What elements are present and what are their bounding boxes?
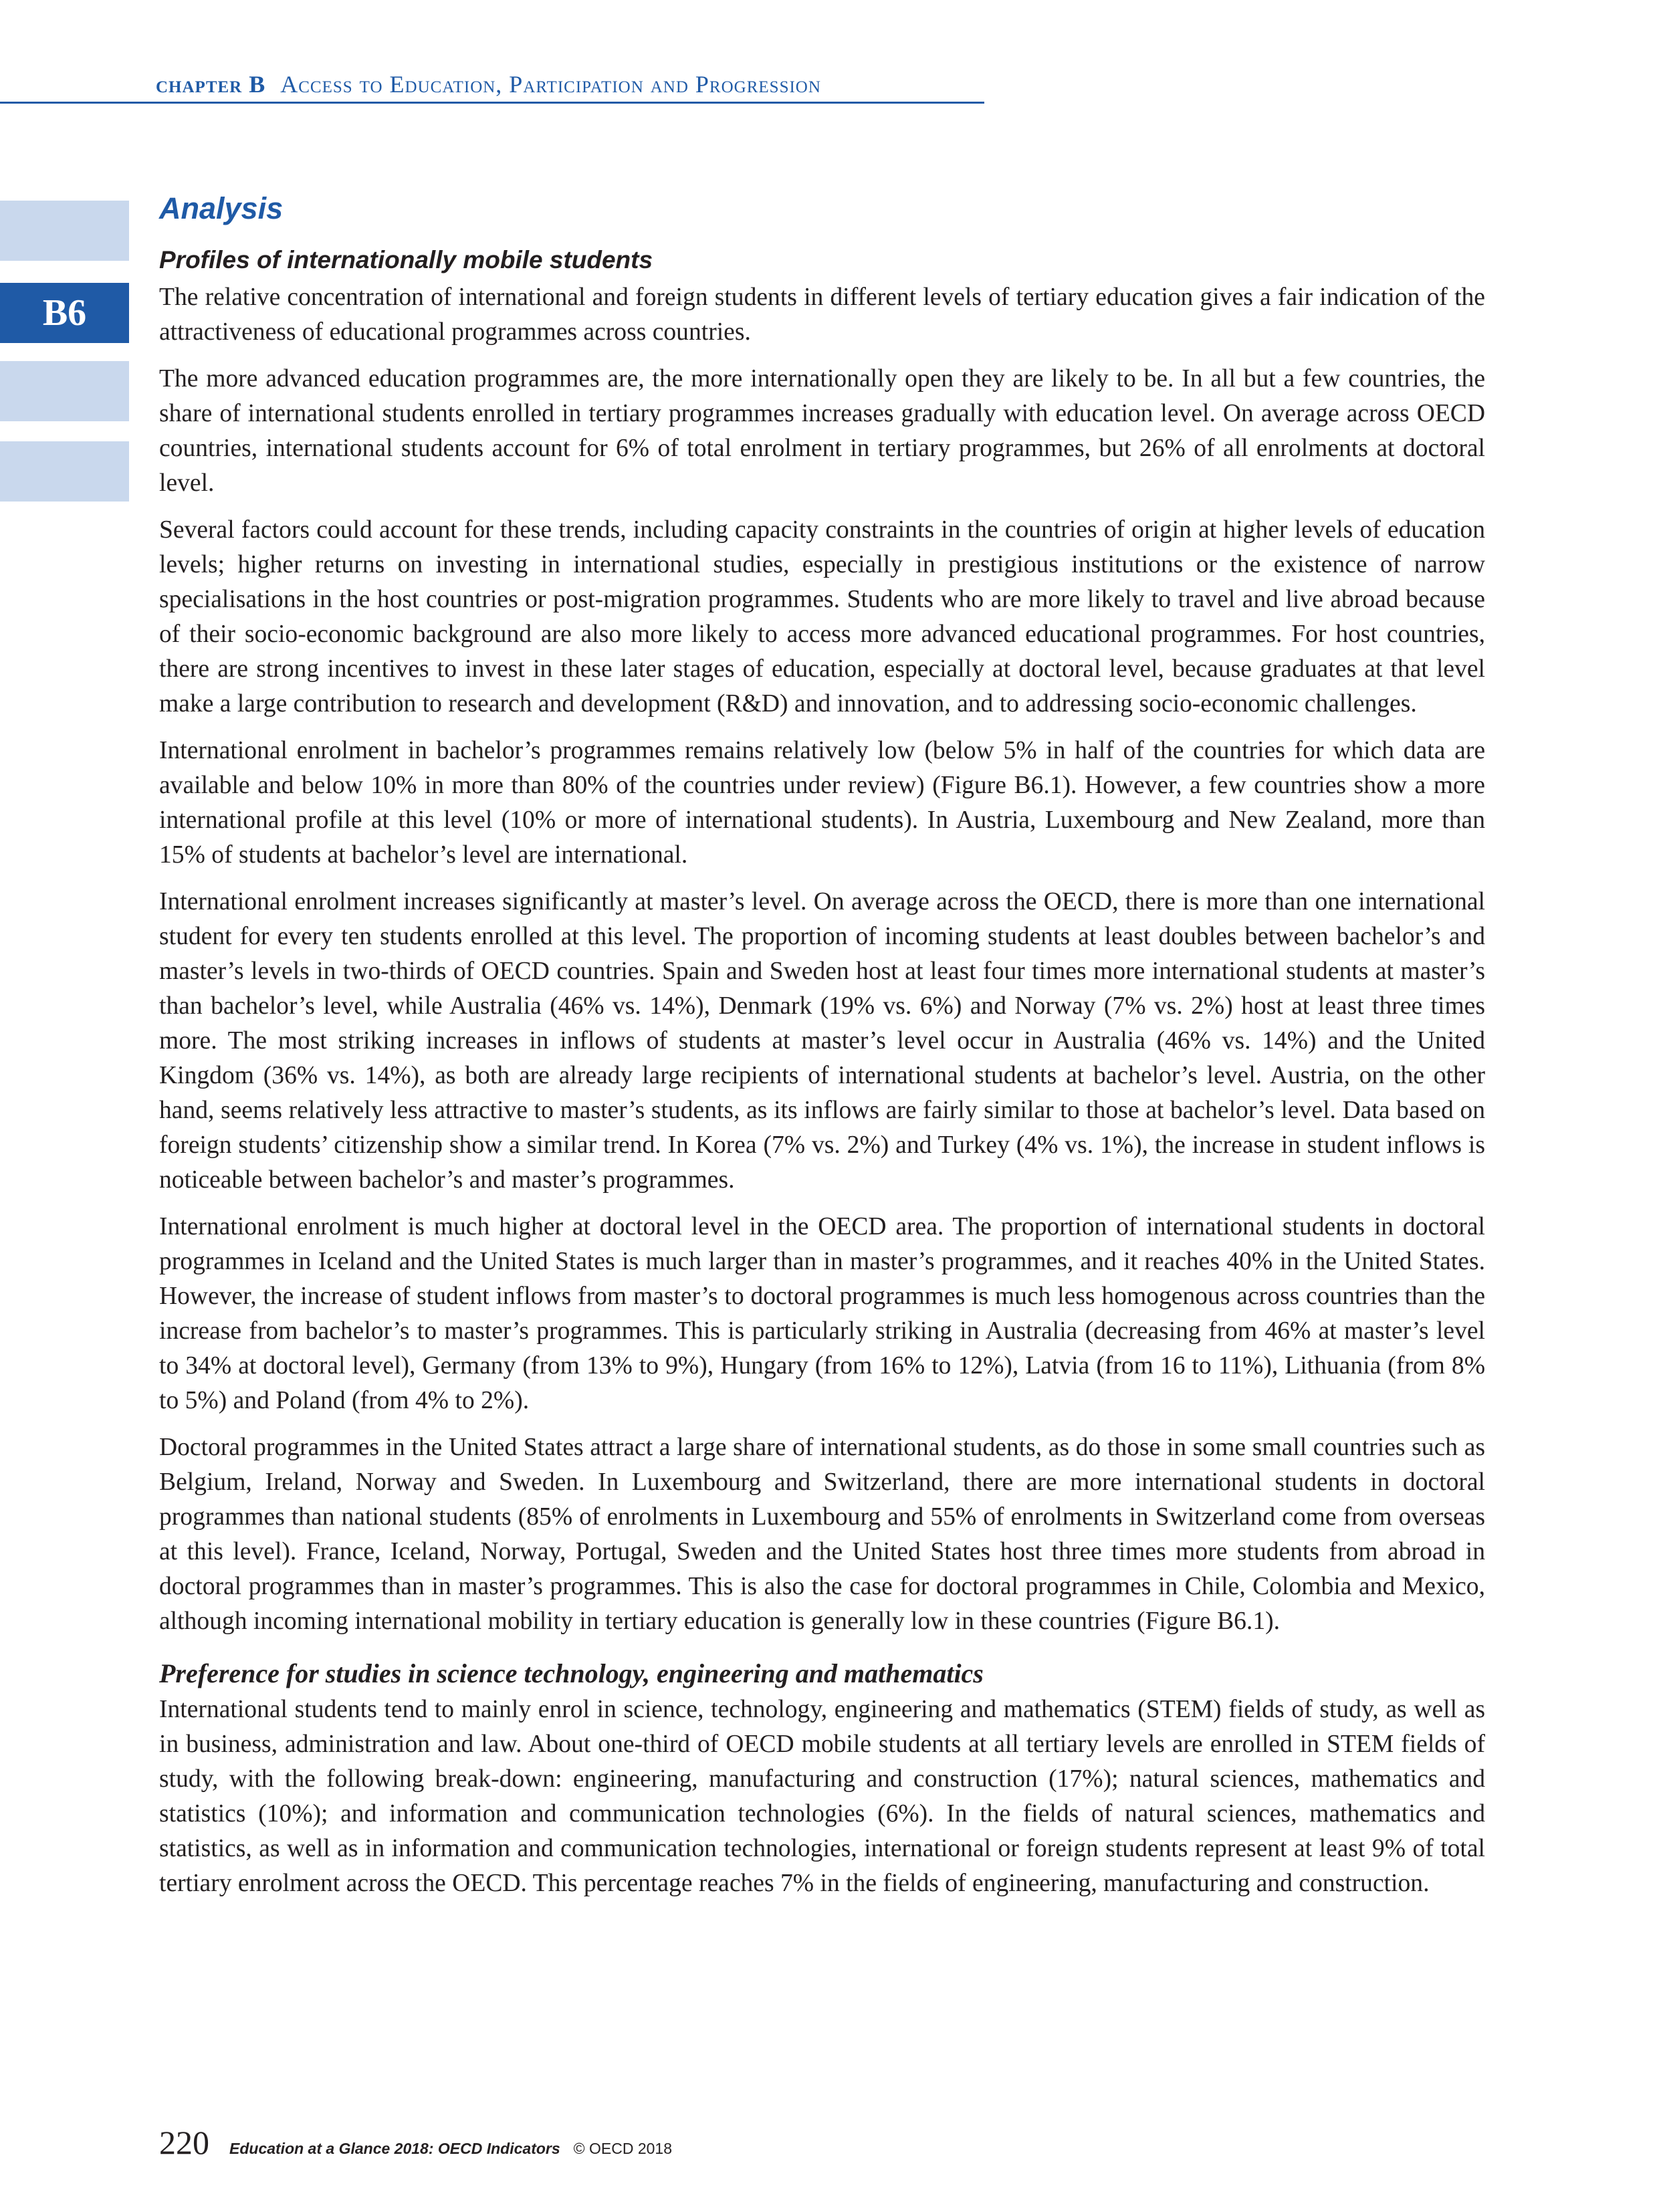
paragraph: International enrolment increases significantly at master’s level. On average across the OECD, there is more than one international student for every ten students enrolled at this level. The proportion of incoming students at least doubles between bachelor’s and master’s levels in two-thirds of OECD countries. Spain and Sweden host at least four times more international students at master’s than bachelor’s level, while Australia (46% vs. 14%), Denmark (19% vs. 6%) and Norway (7% vs. 2%) host at least three times more. The most striking increases in inflows of students at master’s level occur in Australia (46% vs. 14%) and the United Kingdom (36% vs. 14%), as both are already large recipients of international students at bachelor’s level. Austria, on the other hand, seems relatively less attractive to master’s students, as its inflows are fairly similar to those at bachelor’s level. Data based on foreign students’ citizenship show a similar trend. In Korea (7% vs. 2%) and Turkey (4% vs. 1%), the increase in student inflows is noticeable between bachelor’s and master’s programmes. (159, 888, 1485, 1194)
chapter-title: Access to Education, Participation and Progression (280, 71, 821, 98)
subheading-stem: Preference for studies in science technology, engineering and mathematics (159, 1658, 984, 1689)
publication-title: Education at a Glance 2018: OECD Indicators (229, 2140, 560, 2157)
side-tab-b6 (0, 283, 129, 343)
paragraph: International students tend to mainly enrol in science, technology, engineering and mathematics (STEM) fields of study, as well as in business, administration and law. About one-third of OECD mobile students at all tertiary levels are enrolled in STEM fields of study, with the following break-down: engineering, manufacturing and construction (17%); natural sciences, mathematics and statistics (10%); and information and communication technologies (6%). In the fields of natural sciences, mathematics and statistics, as well as in information and communication technologies, international or foreign students represent at least 9% of total tertiary enrolment across the OECD. This percentage reaches 7% in the fields of engineering, manufacturing and construction. (159, 1696, 1485, 1898)
paragraph: International enrolment is much higher at doctoral level in the OECD area. The proportion of international students in doctoral programmes in Iceland and the United States is much larger than in master’s programmes, and it reaches 40% in the United States. However, the increase of student inflows from master’s to doctoral programmes is much less homogenous across countries than the increase from bachelor’s to master’s programmes. This is particularly striking in Australia (decreasing from 46% at master’s level to 34% at doctoral level), Germany (from 13% to 9%), Hungary (from 16% to 12%), Latvia (from 16 to 11%), Lithuania (from 8% to 5%) and Poland (from 4% to 2%). (159, 1213, 1485, 1415)
paragraph: Doctoral programmes in the United States attract a large share of international students, as do those in some small countries such as Belgium, Ireland, Norway and Sweden. In Luxembourg and Switzerland, there are more international students in doctoral programmes than national students (85% of enrolments in Luxembourg and 55% of enrolments in Switzerland come from overseas at this level). France, Iceland, Norway, Portugal, Sweden and the United States host three times more students from abroad in doctoral programmes than in master’s programmes. This is also the case for doctoral programmes in Chile, Colombia and Mexico, although incoming international mobility in tertiary education is generally low in these countries (Figure B6.1). (159, 1434, 1485, 1636)
side-tab-decoration (0, 441, 129, 502)
copyright-notice: © OECD 2018 (573, 2140, 672, 2157)
running-head (156, 72, 821, 96)
paragraph: The relative concentration of international and foreign students in different levels of tertiary education gives a fair indication of the attractiveness of educational programmes across countries. (159, 284, 1485, 346)
side-tab-label: B6 (42, 292, 87, 334)
chapter-label: chapter B (156, 71, 266, 98)
header-rule (0, 102, 984, 104)
side-tab-decoration (0, 201, 129, 261)
subheading-profiles: Profiles of internationally mobile students (159, 246, 653, 273)
paragraph: Several factors could account for these trends, including capacity constraints in the countries of origin at higher levels of education levels; higher returns on investing in international studies, especially in prestigious institutions or the existence of narrow specialisations in the host countries or post-migration programmes. Students who are more likely to travel and live abroad because of their socio-economic background are also more likely to access more advanced educational programmes. For host countries, there are strong incentives to invest in these later stages of education, especially at doctoral level, because graduates at that level make a large contribution to research and development (R&D) and innovation, and to addressing socio-economic challenges. (159, 516, 1485, 718)
main-content (159, 191, 1485, 1913)
page-number: 220 (159, 2124, 209, 2161)
side-tab-decoration (0, 361, 129, 421)
page-footer (159, 2123, 672, 2162)
section-heading: Analysis (159, 191, 284, 225)
paragraph: The more advanced education programmes are, the more internationally open they are likely to be. In all but a few countries, the share of international students enrolled in tertiary programmes increases gradually with education level. On average across OECD countries, international students account for 6% of total enrolment in tertiary programmes, but 26% of all enrolments at doctoral level. (159, 365, 1485, 497)
paragraph: International enrolment in bachelor’s programmes remains relatively low (below 5% in half of the countries for which data are available and below 10% in more than 80% of the countries under review) (Figure B6.1). However, a few countries show a more international profile at this level (10% or more of international students). In Austria, Luxembourg and New Zealand, more than 15% of students at bachelor’s level are international. (159, 737, 1485, 869)
